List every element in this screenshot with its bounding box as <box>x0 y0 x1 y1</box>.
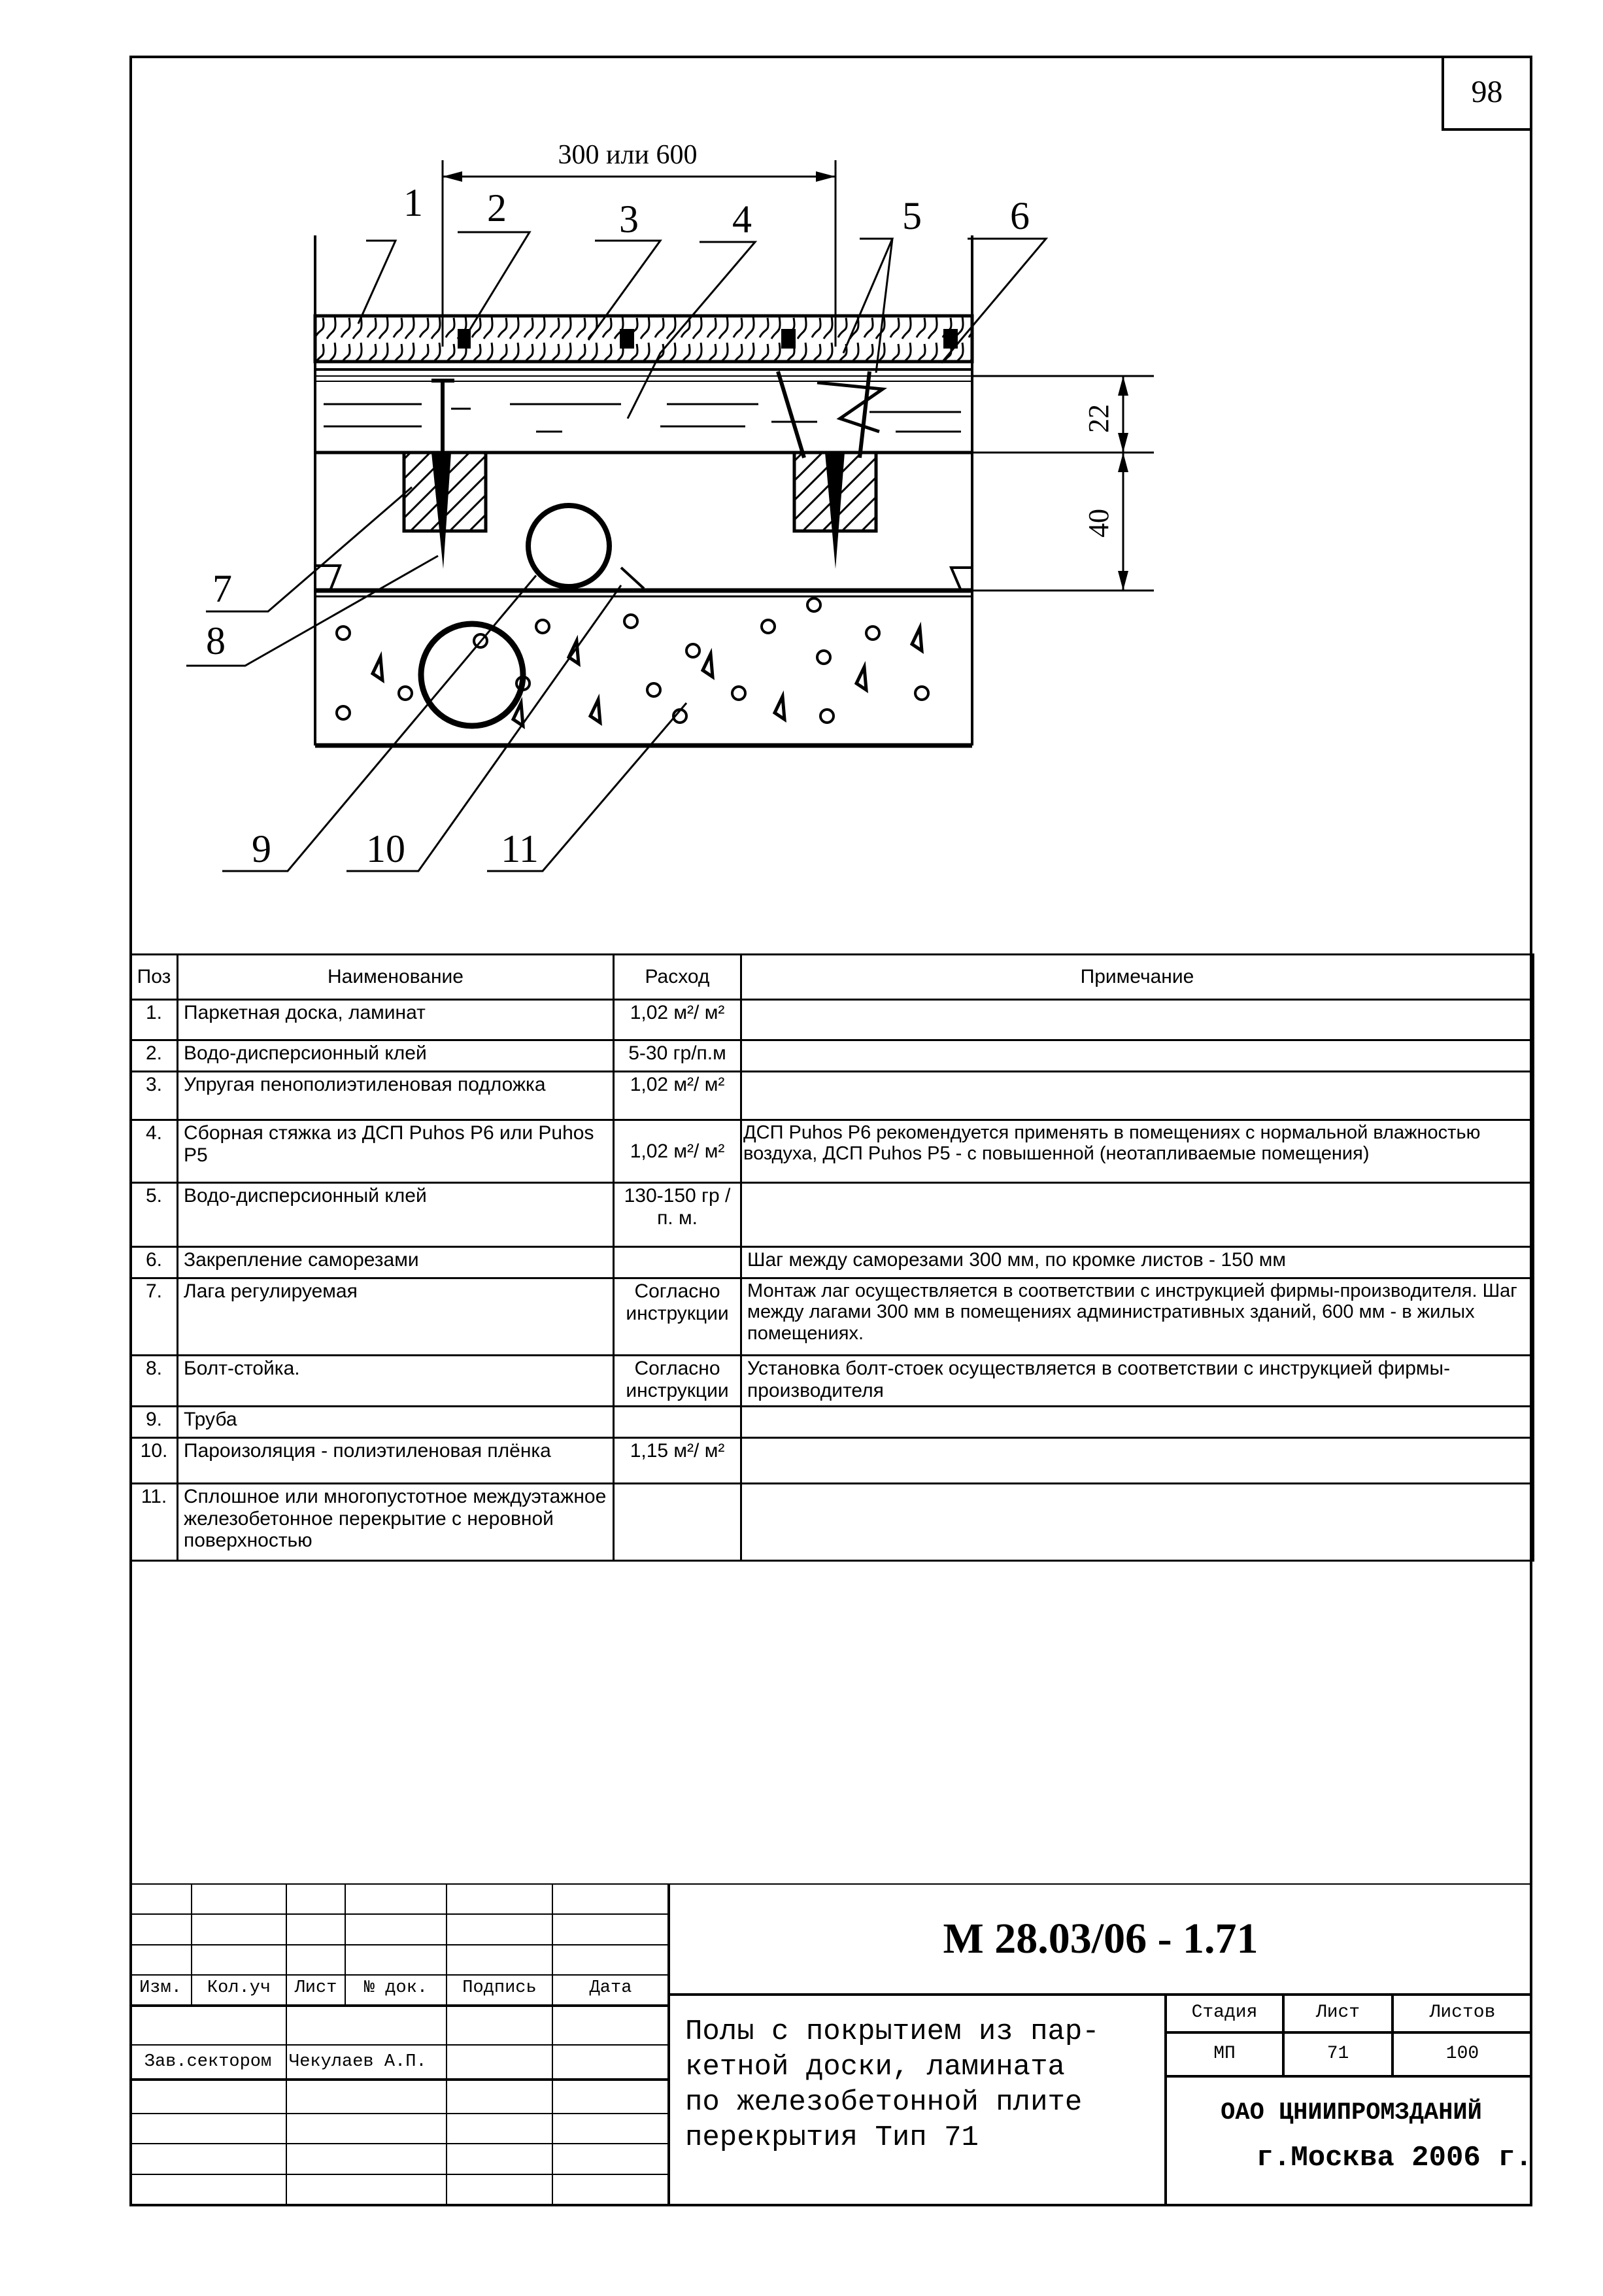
col-header-name: Наименование <box>178 955 614 1000</box>
row-name: Водо-дисперсионный клей <box>178 1040 614 1072</box>
row-note: Шаг между саморезами 300 мм, по кромке листов - 150 мм <box>741 1247 1534 1278</box>
row-note: ДСП Puhos P6 рекомендуется применять в помещениях с нормальной влажностью воздуха, ДСП Puhos P5 - с повышенной (неотапливаемые помещения) <box>741 1120 1534 1183</box>
drawing-title-line: кетной доски, ламината <box>685 2051 1065 2083</box>
row-pos: 7. <box>131 1278 178 1356</box>
row-qty: 5-30 гр/п.м <box>614 1040 741 1072</box>
callout-10: 10 <box>366 827 405 870</box>
row-pos: 1. <box>131 1000 178 1040</box>
row-note <box>741 1438 1534 1484</box>
row-qty: Согласно инструкции <box>614 1278 741 1356</box>
row-pos: 5. <box>131 1183 178 1247</box>
row-note <box>741 1484 1534 1561</box>
sheets-value: 100 <box>1445 2044 1479 2064</box>
table-header-row <box>131 955 1534 1000</box>
col-header-note: Примечание <box>741 955 1534 1000</box>
title-block <box>129 1883 1532 2206</box>
row-name: Болт-стойка. <box>178 1356 614 1407</box>
row-pos: 8. <box>131 1356 178 1407</box>
row-note: Установка болт-стоек осуществляется в соответствии с инструкцией фирмы-производителя <box>741 1356 1534 1407</box>
row-qty: 1,02 м²/ м² <box>614 1000 741 1040</box>
organization-name: ОАО ЦНИИПРОМЗДАНИЙ <box>1221 2099 1482 2127</box>
page-number: 98 <box>1442 56 1530 131</box>
row-qty: 130-150 гр /п. м. <box>614 1183 741 1247</box>
row-pos: 10. <box>131 1438 178 1484</box>
dimension-label: 300 или 600 <box>558 140 698 170</box>
callout-11: 11 <box>501 827 539 870</box>
col-list: Лист <box>294 1978 337 1998</box>
col-doc: № док. <box>363 1978 428 1998</box>
row-name: Водо-дисперсионный клей <box>178 1183 614 1247</box>
callout-4: 4 <box>732 197 752 241</box>
row-name: Труба <box>178 1407 614 1438</box>
row-name: Лага регулируемая <box>178 1278 614 1356</box>
sheet-value: 71 <box>1326 2044 1349 2064</box>
row-note <box>741 1040 1534 1072</box>
col-kol: Кол.уч <box>207 1978 271 1998</box>
col-sign: Подпись <box>462 1978 537 1998</box>
drawing-title-line: перекрытия Тип 71 <box>685 2121 979 2154</box>
row-qty: 1,02 м²/ м² <box>614 1120 741 1183</box>
col-header-pos: Поз <box>131 955 178 1000</box>
table-row <box>131 1407 1534 1438</box>
row-qty <box>614 1247 741 1278</box>
row-qty <box>614 1407 741 1438</box>
table-row <box>131 1247 1534 1278</box>
drawing-title-line: Полы с покрытием из пар- <box>685 2015 1100 2048</box>
sheet-label: Лист <box>1315 2002 1360 2023</box>
row-note: Монтаж лаг осуществляется в соответствии с инструкцией фирмы-производителя. Шаг между лагами 300 мм в помещениях административных зданий, 600 мм - в жилых помещениях. <box>741 1278 1534 1356</box>
table-row <box>131 1040 1534 1072</box>
row-pos: 9. <box>131 1407 178 1438</box>
table-row <box>131 1278 1534 1356</box>
row-note <box>741 1072 1534 1120</box>
organization-city-year: г.Москва 2006 г. <box>1256 2142 1532 2174</box>
table-row <box>131 1356 1534 1407</box>
row-qty: 1,15 м²/ м² <box>614 1438 741 1484</box>
table-row <box>131 1438 1534 1484</box>
stage-label: Стадия <box>1191 2002 1258 2023</box>
row-pos: 11. <box>131 1484 178 1561</box>
document-code: М 28.03/06 - 1.71 <box>943 1915 1258 1962</box>
row-pos: 2. <box>131 1040 178 1072</box>
floor-section-drawing <box>0 0 1603 955</box>
dim-40-label: 40 <box>1083 509 1115 538</box>
callout-1: 1 <box>403 181 423 224</box>
stage-value: МП <box>1213 2044 1236 2064</box>
callout-7: 7 <box>212 567 232 610</box>
table-row <box>131 1484 1534 1561</box>
row-pos: 3. <box>131 1072 178 1120</box>
row-note <box>741 1000 1534 1040</box>
specification-table <box>129 953 1534 1562</box>
person-name: Чекулаев А.П. <box>289 2052 427 2072</box>
drawing-title <box>685 2014 1162 2155</box>
callout-3: 3 <box>619 197 639 241</box>
row-name: Сборная стяжка из ДСП Puhos P6 или Puhos P5 <box>178 1120 614 1183</box>
role-label: Зав.сектором <box>144 2052 272 2072</box>
callout-6: 6 <box>1010 194 1030 237</box>
row-pos: 6. <box>131 1247 178 1278</box>
callout-2: 2 <box>487 186 507 230</box>
row-name: Упругая пенополиэтиленовая подложка <box>178 1072 614 1120</box>
callout-5: 5 <box>902 194 922 237</box>
row-pos: 4. <box>131 1120 178 1183</box>
row-qty <box>614 1484 741 1561</box>
drawing-title-line: по железобетонной плите <box>685 2086 1083 2119</box>
sheets-label: Листов <box>1429 2002 1496 2023</box>
table-row <box>131 1183 1534 1247</box>
row-qty: 1,02 м²/ м² <box>614 1072 741 1120</box>
row-name: Пароизоляция - полиэтиленовая плёнка <box>178 1438 614 1484</box>
row-note <box>741 1183 1534 1247</box>
table-row <box>131 1072 1534 1120</box>
table-row <box>131 1000 1534 1040</box>
col-izm: Изм. <box>139 1978 182 1998</box>
callout-9: 9 <box>252 827 271 870</box>
row-name: Паркетная доска, ламинат <box>178 1000 614 1040</box>
row-name: Закрепление саморезами <box>178 1247 614 1278</box>
dim-22-label: 22 <box>1083 404 1115 433</box>
col-date: Дата <box>589 1978 632 1998</box>
row-name: Сплошное или многопустотное междуэтажное железобетонное перекрытие с неровной поверхностью <box>178 1484 614 1561</box>
table-row <box>131 1120 1534 1183</box>
row-qty: Согласно инструкции <box>614 1356 741 1407</box>
col-header-qty: Расход <box>614 955 741 1000</box>
row-note <box>741 1407 1534 1438</box>
callout-8: 8 <box>206 619 226 662</box>
